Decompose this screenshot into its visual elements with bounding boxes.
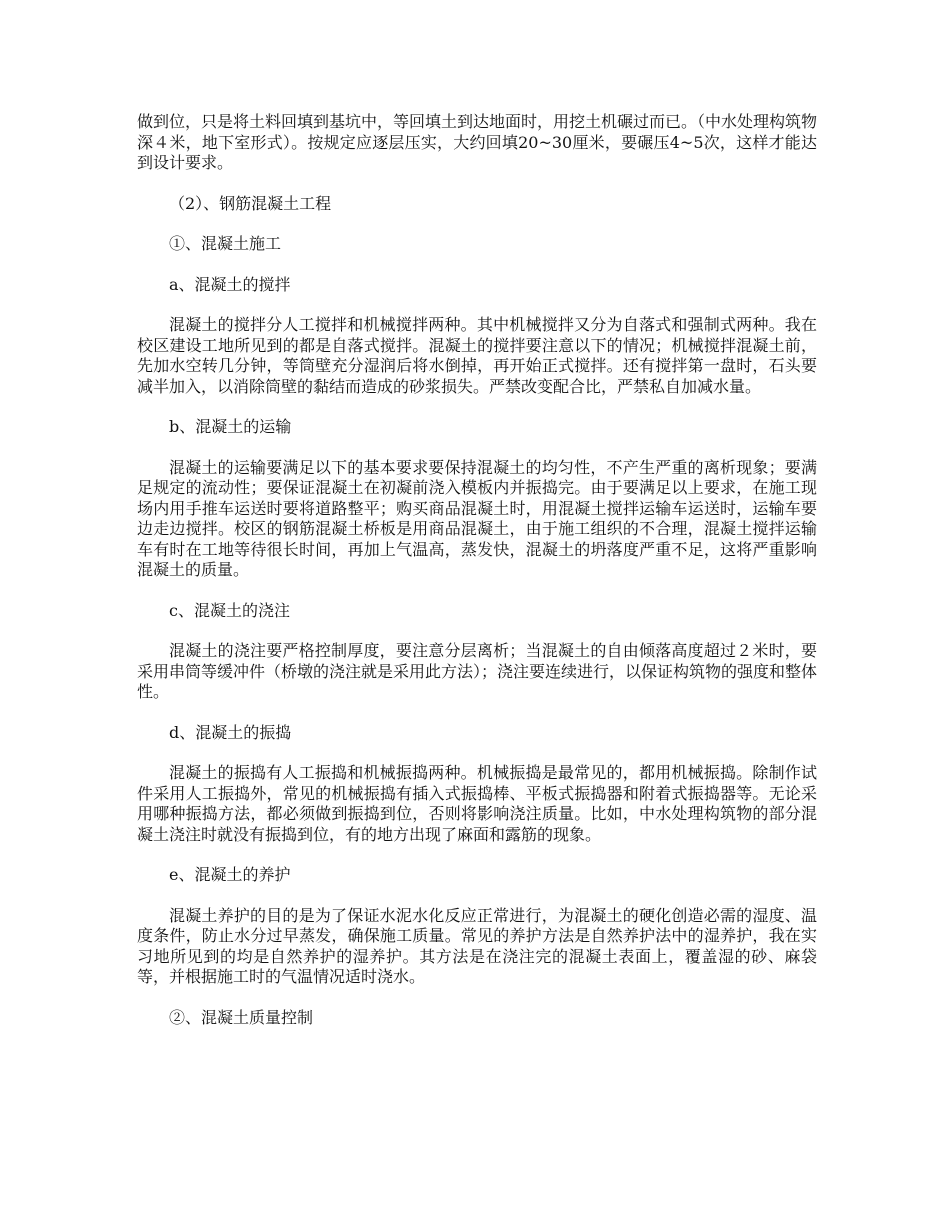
heading-vibrating: d、混凝土的振捣: [169, 722, 292, 742]
paragraph-vibrating: 混凝土的振捣有人工振捣和机械振捣两种。机械振捣是最常见的，都用机械振捣。除制作试件采用人工振捣外，常见的机械振捣有插入式振捣棒、平板式振捣器和附着式振捣器等。无论采用哪种振捣方法，都必须做到振捣到位，否则将影响浇注质量。比如，中水处理构筑物的部分混凝土浇注时就没有振捣到位，有的地方出现了麻面和露筋的现象。: [137, 763, 817, 844]
document-body: [137, 112, 817, 1028]
paragraph-mixing: 混凝土的搅拌分人工搅拌和机械搅拌两种。其中机械搅拌又分为自落式和强制式两种。我在校区建设工地所见到的都是自落式搅拌。混凝土的搅拌要注意以下的情况；机械搅拌混凝土前，先加水空转几分钟，等筒壁充分湿润后将水倒掉，再开始正式搅拌。还有搅拌第一盘时，石头要减半加入，以消除筒壁的黏结而造成的砂浆损失。严禁改变配合比，严禁私自加减水量。: [137, 315, 817, 396]
heading-curing: e、混凝土的养护: [169, 865, 291, 884]
heading-mixing: a、混凝土的搅拌: [169, 274, 291, 294]
heading-quality-control: ②、混凝土质量控制: [169, 1007, 314, 1027]
paragraph-pouring: 混凝土的浇注要严格控制厚度，要注意分层离析；当混凝土的自由倾落高度超过２米时，要采用串筒等缓冲件（桥墩的浇注就是采用此方法）；浇注要连续进行，以保证构筑物的强度和整体性。: [137, 641, 818, 701]
heading-concrete-construction: ①、混凝土施工: [169, 234, 282, 253]
paragraph-backfill: 做到位，只是将土料回填到基坑中，等回填土到达地面时，用挖土机碾过而已。（中水处理构筑物深４米，地下室形式）。按规定应逐层压实，大约回填20~30厘米，要碾压4~5次，这样才能达到设计要求。: [137, 112, 818, 172]
paragraph-transport: 混凝土的运输要满足以下的基本要求要保持混凝土的均匀性，不产生严重的离析现象；要满足规定的流动性；要保证混凝土在初凝前浇入模板内并振捣完。由于要满足以上要求，在施工现场内用手推车运送时要将道路整平；购买商品混凝土时，用混凝土搅拌运输车运送时，运输车要边走边搅拌。校区的钢筋混凝土桥板是用商品混凝土，由于施工组织的不合理，混凝土搅拌运输车有时在工地等待很长时间，再加上气温高，蒸发快，混凝土的坍落度严重不足，这将严重影响混凝土的质量。: [137, 457, 817, 579]
heading-pouring: c、混凝土的浇注: [169, 600, 290, 620]
paragraph-curing: 混凝土养护的目的是为了保证水泥水化反应正常进行，为混凝土的硬化创造必需的湿度、温度条件，防止水分过早蒸发，确保施工质量。常见的养护方法是自然养护法中的湿养护，我在实习地所见到的均是自然养护的湿养护。其方法是在浇注完的混凝土表面上，覆盖湿的砂、麻袋等，并根据施工时的气温情况适时浇水。: [137, 905, 817, 986]
heading-rc-engineering: （2）、钢筋混凝土工程: [169, 193, 332, 213]
heading-transport: b、混凝土的运输: [169, 417, 292, 436]
